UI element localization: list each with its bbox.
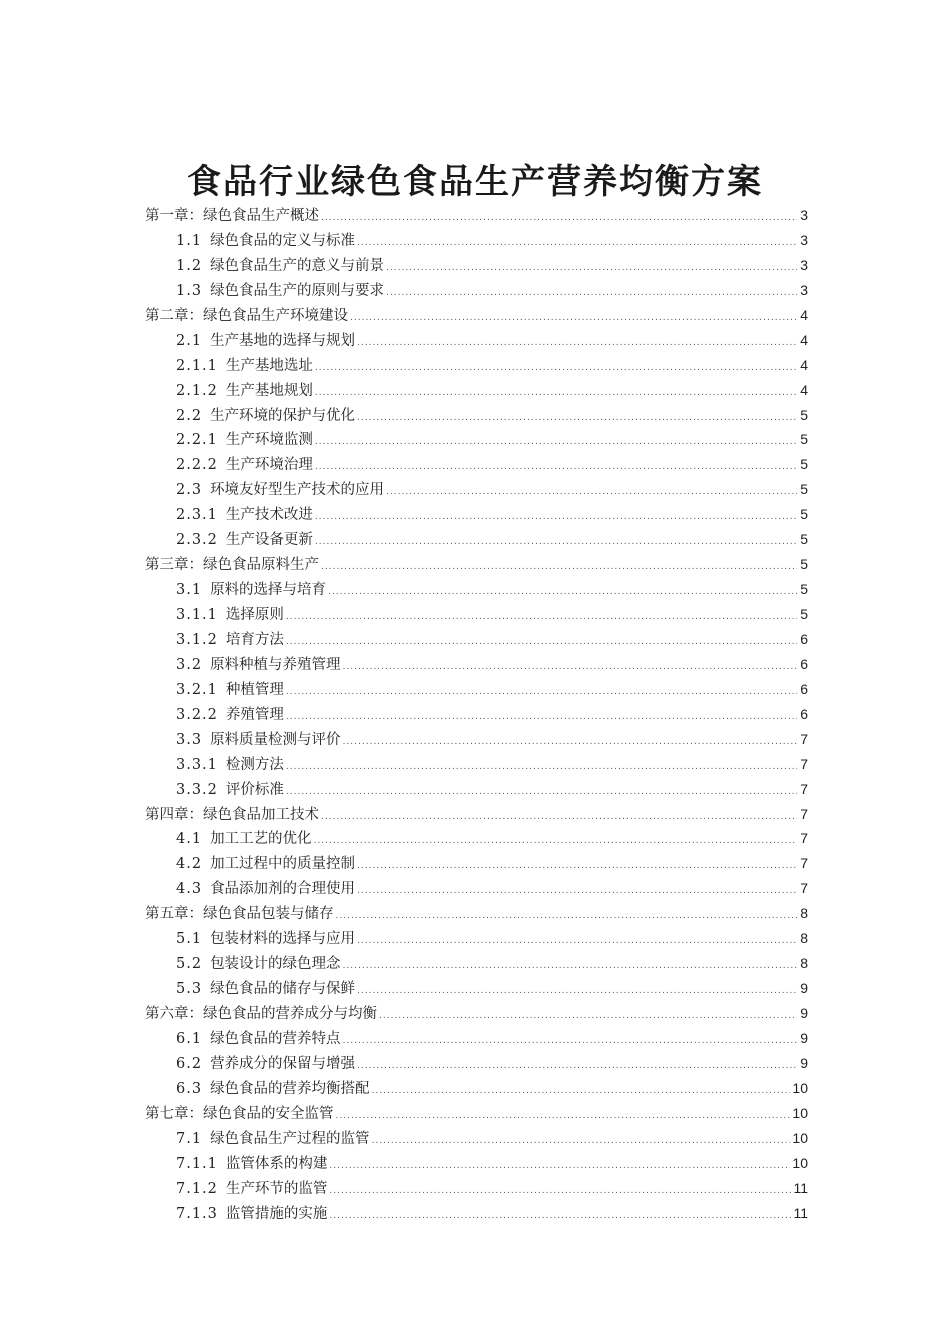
toc-entry-page: 3: [800, 207, 808, 223]
toc-entry-page: 5: [800, 456, 808, 473]
toc-entry-page: 4: [800, 381, 808, 398]
toc-entry-number: 4.2: [176, 856, 203, 873]
toc-entry-page: 8: [800, 955, 808, 972]
toc-entry[interactable]: [145, 1151, 808, 1176]
toc-dot-leader: [357, 331, 797, 356]
toc-entry-number: 5.2: [176, 956, 203, 973]
toc-entry-title: 生产环节的监管: [225, 1180, 328, 1197]
toc-entry-title: 绿色食品的营养特点: [210, 1030, 341, 1047]
toc-entry-title: 检测方法: [225, 756, 284, 773]
toc-entry-number: 5.3: [176, 981, 203, 998]
toc-entry-number: 2.1.2: [176, 382, 218, 399]
toc-entry[interactable]: [145, 577, 808, 602]
toc-dot-leader: [336, 904, 798, 929]
toc-entry[interactable]: [145, 1101, 808, 1126]
toc-entry-number: 3.2.2: [176, 706, 218, 723]
toc-entry[interactable]: [145, 1001, 808, 1026]
toc-dot-leader: [379, 1004, 797, 1029]
toc-entry-title: 食品添加剂的合理使用: [210, 881, 356, 898]
toc-dot-leader: [286, 605, 797, 630]
toc-entry[interactable]: [145, 951, 808, 976]
toc-entry-number: 1.1: [176, 232, 203, 249]
toc-entry[interactable]: [145, 552, 808, 577]
toc-dot-leader: [315, 430, 797, 455]
toc-entry[interactable]: [145, 976, 808, 1001]
toc-entry[interactable]: [145, 452, 808, 477]
toc-entry-page: 9: [800, 1054, 808, 1071]
toc-entry-page: 10: [792, 1104, 808, 1121]
toc-entry-page: 5: [800, 581, 808, 598]
toc-dot-leader: [329, 1204, 791, 1229]
toc-dot-leader: [357, 231, 797, 256]
toc-dot-leader: [357, 929, 797, 954]
toc-entry[interactable]: [145, 353, 808, 378]
toc-entry[interactable]: [145, 278, 808, 303]
toc-entry[interactable]: [145, 752, 808, 777]
toc-entry-number: 3.3.1: [176, 756, 218, 773]
toc-entry-title: 评价标准: [225, 781, 284, 798]
toc-entry[interactable]: [145, 303, 808, 328]
toc-dot-leader: [315, 505, 797, 530]
toc-entry[interactable]: [145, 1076, 808, 1101]
toc-entry[interactable]: [145, 1201, 808, 1226]
toc-dot-leader: [357, 406, 797, 431]
toc-entry-number: 第一章：: [145, 208, 203, 224]
toc-entry-number: 3.2: [176, 656, 203, 673]
toc-entry-number: 1.3: [176, 282, 203, 299]
toc-entry-number: 2.1.1: [176, 357, 218, 374]
toc-entry-page: 9: [800, 1005, 808, 1021]
toc-entry-title: 加工过程中的质量控制: [210, 856, 356, 873]
toc-entry-title: 绿色食品的定义与标准: [210, 232, 356, 249]
toc-entry-page: 10: [792, 1154, 808, 1171]
toc-dot-leader: [314, 829, 797, 854]
toc-entry-title: 生产环境治理: [225, 457, 313, 474]
toc-entry-title: 养殖管理: [225, 706, 284, 723]
toc-entry-title: 生产基地规划: [225, 382, 313, 399]
toc-entry-page: 10: [792, 1129, 808, 1146]
toc-entry-page: 6: [800, 680, 808, 697]
toc-entry[interactable]: [145, 602, 808, 627]
toc-entry[interactable]: [145, 203, 808, 228]
toc-dot-leader: [321, 555, 797, 580]
toc-entry-title: 监管体系的构建: [225, 1155, 328, 1172]
toc-entry-number: 7.1.3: [176, 1205, 218, 1222]
toc-entry-number: 5.1: [176, 931, 203, 948]
toc-entry[interactable]: [145, 253, 808, 278]
toc-entry[interactable]: [145, 802, 808, 827]
toc-dot-leader: [350, 306, 797, 331]
toc-dot-leader: [386, 281, 797, 306]
toc-entry-page: 7: [800, 830, 808, 847]
toc-entry-page: 7: [800, 855, 808, 872]
toc-entry-page: 5: [800, 556, 808, 573]
toc-dot-leader: [343, 730, 797, 755]
toc-entry-page: 3: [800, 281, 808, 298]
toc-entry-title: 绿色食品生产的原则与要求: [210, 282, 385, 299]
toc-entry[interactable]: [145, 727, 808, 752]
toc-dot-leader: [328, 580, 797, 605]
toc-dot-leader: [286, 780, 797, 805]
toc-entry[interactable]: [145, 1051, 808, 1076]
toc-entry-page: 5: [800, 431, 808, 448]
toc-entry-number: 2.2.2: [176, 457, 218, 474]
toc-entry-title: 原料质量检测与评价: [210, 731, 341, 748]
toc-entry[interactable]: [145, 677, 808, 702]
toc-entry-number: 3.3: [176, 731, 203, 748]
toc-entry-number: 2.3.1: [176, 507, 218, 524]
toc-entry-number: 3.1.2: [176, 631, 218, 648]
toc-entry-page: 3: [800, 231, 808, 248]
toc-entry-title: 生产技术改进: [225, 507, 313, 524]
toc-entry-title: 种植管理: [225, 681, 284, 698]
toc-entry-page: 7: [800, 805, 808, 822]
toc-dot-leader: [329, 1179, 791, 1204]
table-of-contents: [145, 203, 808, 1225]
toc-entry-title: 生产基地选址: [225, 357, 313, 374]
toc-entry-title: 绿色食品的储存与保鲜: [210, 981, 356, 998]
toc-dot-leader: [357, 879, 797, 904]
toc-entry[interactable]: [145, 926, 808, 951]
toc-dot-leader: [286, 705, 797, 730]
toc-entry-title: 原料的选择与培育: [210, 582, 327, 599]
toc-entry-number: 第五章：: [145, 906, 203, 923]
toc-dot-leader: [343, 655, 797, 680]
toc-entry-title: 包装材料的选择与应用: [210, 931, 356, 948]
toc-entry-number: 3.1: [176, 582, 203, 599]
toc-entry[interactable]: [145, 403, 808, 428]
toc-dot-leader: [343, 1029, 797, 1054]
toc-entry[interactable]: [145, 502, 808, 527]
toc-entry[interactable]: [145, 652, 808, 677]
toc-dot-leader: [357, 979, 797, 1004]
toc-entry-number: 4.1: [176, 831, 203, 848]
toc-entry-number: 2.2.1: [176, 432, 218, 449]
toc-entry-page: 7: [800, 730, 808, 747]
toc-dot-leader: [315, 455, 797, 480]
toc-entry-title: 绿色食品生产环境建设: [203, 307, 348, 324]
toc-entry[interactable]: [145, 328, 808, 353]
toc-entry[interactable]: [145, 851, 808, 876]
toc-entry-title: 绿色食品生产过程的监管: [210, 1130, 370, 1147]
toc-entry-number: 2.3.2: [176, 532, 218, 549]
toc-dot-leader: [357, 1054, 797, 1079]
toc-dot-leader: [386, 480, 797, 505]
toc-entry-title: 生产设备更新: [225, 532, 313, 549]
toc-dot-leader: [372, 1079, 791, 1104]
toc-entry-title: 包装设计的绿色理念: [210, 956, 341, 973]
toc-dot-leader: [315, 381, 797, 406]
toc-entry-page: 7: [800, 755, 808, 772]
toc-dot-leader: [286, 680, 797, 705]
toc-entry-number: 2.2: [176, 407, 203, 424]
toc-entry-title: 加工工艺的优化: [210, 831, 312, 848]
toc-entry-page: 6: [800, 655, 808, 672]
toc-entry[interactable]: [145, 427, 808, 452]
toc-entry-title: 绿色食品原料生产: [203, 557, 319, 574]
toc-entry-title: 营养成分的保留与增强: [210, 1055, 356, 1072]
toc-entry-page: 5: [800, 606, 808, 622]
toc-dot-leader: [343, 954, 797, 979]
toc-entry-number: 7.1: [176, 1130, 203, 1147]
toc-entry[interactable]: [145, 702, 808, 727]
toc-entry-page: 4: [800, 331, 808, 348]
toc-entry-title: 生产基地的选择与规划: [210, 332, 356, 349]
toc-entry[interactable]: [145, 901, 808, 926]
toc-entry-page: 8: [800, 905, 808, 922]
toc-entry-number: 第三章：: [145, 557, 203, 574]
toc-entry[interactable]: [145, 378, 808, 403]
toc-entry-number: 第七章：: [145, 1105, 203, 1122]
toc-dot-leader: [321, 206, 797, 231]
toc-entry-number: 7.1.1: [176, 1155, 218, 1172]
toc-entry-page: 4: [800, 356, 808, 373]
toc-entry-number: 6.1: [176, 1030, 203, 1047]
toc-entry[interactable]: [145, 228, 808, 253]
toc-entry-number: 3.2.1: [176, 681, 218, 698]
toc-entry-page: 5: [800, 406, 808, 423]
toc-entry-title: 生产环境的保护与优化: [210, 407, 356, 424]
toc-entry-page: 6: [800, 705, 808, 722]
toc-entry-title: 选择原则: [225, 607, 284, 623]
toc-dot-leader: [315, 530, 797, 555]
toc-entry-number: 3.1.1: [176, 607, 218, 623]
toc-dot-leader: [321, 805, 797, 830]
toc-entry-page: 10: [792, 1079, 808, 1096]
toc-entry-number: 6.2: [176, 1055, 203, 1072]
toc-entry-page: 9: [800, 1029, 808, 1046]
toc-entry-page: 8: [800, 930, 808, 947]
toc-entry[interactable]: [145, 826, 808, 851]
toc-entry-page: 7: [800, 780, 808, 797]
toc-entry-title: 生产环境监测: [225, 432, 313, 449]
toc-entry-number: 2.1: [176, 332, 203, 349]
toc-entry-number: 第二章：: [145, 307, 203, 324]
toc-dot-leader: [315, 356, 797, 381]
toc-entry[interactable]: [145, 527, 808, 552]
toc-entry-title: 绿色食品的营养均衡搭配: [210, 1080, 370, 1097]
toc-entry-page: 5: [800, 481, 808, 498]
toc-entry-title: 监管措施的实施: [225, 1205, 328, 1222]
toc-entry-page: 5: [800, 506, 808, 523]
toc-entry[interactable]: [145, 1176, 808, 1201]
toc-entry-title: 绿色食品的安全监管: [203, 1105, 334, 1122]
toc-entry-title: 培育方法: [225, 631, 284, 648]
toc-entry-title: 绿色食品生产的意义与前景: [210, 257, 385, 274]
toc-entry-number: 第六章：: [145, 1006, 203, 1022]
toc-dot-leader: [336, 1104, 791, 1129]
toc-entry-title: 绿色食品的营养成分与均衡: [203, 1006, 377, 1022]
toc-entry-page: 11: [793, 1179, 808, 1196]
toc-entry-number: 2.3: [176, 482, 203, 499]
toc-entry[interactable]: [145, 876, 808, 901]
toc-entry-title: 绿色食品包装与储存: [203, 906, 334, 923]
toc-entry-title: 环境友好型生产技术的应用: [210, 482, 385, 499]
toc-entry[interactable]: [145, 627, 808, 652]
toc-entry-page: 6: [800, 630, 808, 647]
toc-entry-number: 7.1.2: [176, 1180, 218, 1197]
toc-entry-title: 原料种植与养殖管理: [210, 656, 341, 673]
toc-entry-number: 3.3.2: [176, 781, 218, 798]
toc-entry-number: 第四章：: [145, 806, 203, 823]
document-title: 食品行业绿色食品生产营养均衡方案: [187, 161, 763, 202]
toc-entry-number: 1.2: [176, 257, 203, 274]
toc-dot-leader: [357, 854, 797, 879]
toc-entry[interactable]: [145, 777, 808, 802]
toc-entry[interactable]: [145, 477, 808, 502]
toc-dot-leader: [286, 630, 797, 655]
toc-entry-page: 11: [793, 1204, 808, 1221]
toc-entry-number: 4.3: [176, 881, 203, 898]
toc-entry-title: 绿色食品生产概述: [203, 208, 319, 224]
toc-dot-leader: [329, 1154, 790, 1179]
toc-entry-number: 6.3: [176, 1080, 203, 1097]
toc-entry-page: 9: [800, 980, 808, 997]
toc-entry-page: 3: [800, 256, 808, 273]
toc-dot-leader: [286, 755, 797, 780]
toc-entry[interactable]: [145, 1126, 808, 1151]
toc-entry-page: 7: [800, 880, 808, 897]
toc-entry[interactable]: [145, 1026, 808, 1051]
toc-entry-page: 5: [800, 531, 808, 548]
toc-entry-page: 4: [800, 306, 808, 323]
toc-entry-title: 绿色食品加工技术: [203, 806, 319, 823]
toc-dot-leader: [386, 256, 797, 281]
toc-dot-leader: [372, 1129, 791, 1154]
